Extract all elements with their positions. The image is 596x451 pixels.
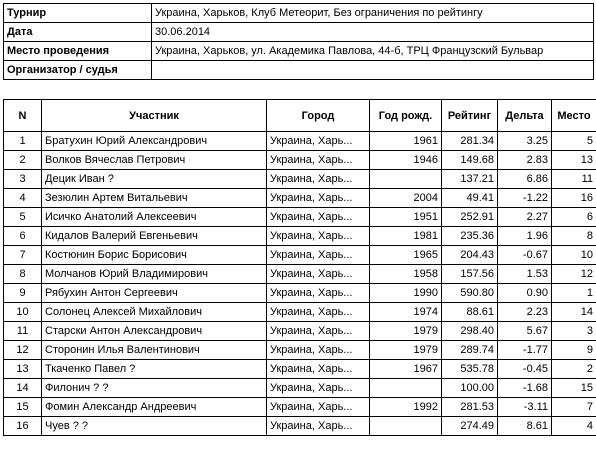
table-row [4, 132, 596, 151]
cell-city: Украина, Харь... [267, 227, 370, 246]
table-row [4, 246, 596, 265]
cell-rating: 298.40 [442, 322, 498, 341]
cell-participant: Сторонин Илья Валентинович [42, 341, 267, 360]
header-n: N [4, 100, 42, 132]
cell-participant: Солонец Алексей Михайлович [42, 303, 267, 322]
cell-place: 2 [552, 360, 596, 379]
cell-participant: Волков Вячеслав Петрович [42, 151, 267, 170]
table-row [4, 189, 596, 208]
table-row [4, 170, 596, 189]
table-row [4, 398, 596, 417]
cell-rating: 235.36 [442, 227, 498, 246]
cell-rating: 157.56 [442, 265, 498, 284]
cell-place: 7 [552, 398, 596, 417]
cell-birth-year: 1979 [370, 341, 442, 360]
cell-birth-year: 1961 [370, 132, 442, 151]
cell-place: 9 [552, 341, 596, 360]
cell-participant: Братухин Юрий Александрович [42, 132, 267, 151]
cell-participant: Рябухин Антон Сергеевич [42, 284, 267, 303]
info-label: Место проведения [4, 42, 152, 61]
results-body [4, 132, 596, 436]
header-row [4, 100, 596, 132]
table-row [4, 322, 596, 341]
cell-birth-year: 1981 [370, 227, 442, 246]
cell-participant: Молчанов Юрий Владимирович [42, 265, 267, 284]
cell-n: 6 [4, 227, 42, 246]
cell-place: 10 [552, 246, 596, 265]
cell-birth-year: 1974 [370, 303, 442, 322]
cell-place: 1 [552, 284, 596, 303]
cell-delta: 0.90 [498, 284, 552, 303]
cell-birth-year [370, 417, 442, 436]
cell-participant: Кидалов Валерий Евгеньевич [42, 227, 267, 246]
cell-n: 4 [4, 189, 42, 208]
cell-birth-year [370, 170, 442, 189]
cell-delta: -3.11 [498, 398, 552, 417]
cell-n: 1 [4, 132, 42, 151]
cell-rating: 289.74 [442, 341, 498, 360]
cell-place: 4 [552, 417, 596, 436]
cell-city: Украина, Харь... [267, 170, 370, 189]
table-row [4, 341, 596, 360]
cell-place: 5 [552, 132, 596, 151]
results-header [4, 100, 596, 132]
cell-n: 3 [4, 170, 42, 189]
cell-participant: Старски Антон Александрович [42, 322, 267, 341]
cell-place: 12 [552, 265, 596, 284]
cell-delta: 2.27 [498, 208, 552, 227]
cell-place: 16 [552, 189, 596, 208]
cell-rating: 590.80 [442, 284, 498, 303]
header-delta: Дельта [498, 100, 552, 132]
cell-rating: 100.00 [442, 379, 498, 398]
cell-rating: 49.41 [442, 189, 498, 208]
info-value: 30.06.2014 [152, 23, 594, 42]
cell-n: 5 [4, 208, 42, 227]
cell-city: Украина, Харь... [267, 208, 370, 227]
cell-n: 11 [4, 322, 42, 341]
cell-n: 8 [4, 265, 42, 284]
cell-city: Украина, Харь... [267, 132, 370, 151]
cell-birth-year [370, 379, 442, 398]
header-participant: Участник [42, 100, 267, 132]
cell-birth-year: 1951 [370, 208, 442, 227]
header-birth-year: Год рожд. [370, 100, 442, 132]
cell-delta: -0.45 [498, 360, 552, 379]
table-row [4, 379, 596, 398]
cell-city: Украина, Харь... [267, 303, 370, 322]
cell-place: 8 [552, 227, 596, 246]
header-city: Город [267, 100, 370, 132]
cell-delta: 3.25 [498, 132, 552, 151]
cell-n: 10 [4, 303, 42, 322]
cell-city: Украина, Харь... [267, 341, 370, 360]
header-place: Место [552, 100, 596, 132]
cell-birth-year: 1979 [370, 322, 442, 341]
cell-delta: -0.67 [498, 246, 552, 265]
cell-participant: Филонич ? ? [42, 379, 267, 398]
cell-rating: 204.43 [442, 246, 498, 265]
cell-delta: -1.22 [498, 189, 552, 208]
cell-n: 16 [4, 417, 42, 436]
table-row [4, 360, 596, 379]
table-row [4, 417, 596, 436]
info-value [152, 61, 594, 80]
cell-rating: 535.78 [442, 360, 498, 379]
info-label: Дата [4, 23, 152, 42]
cell-place: 3 [552, 322, 596, 341]
cell-n: 2 [4, 151, 42, 170]
info-row-organizer [4, 61, 594, 80]
cell-birth-year: 2004 [370, 189, 442, 208]
cell-n: 13 [4, 360, 42, 379]
tournament-info-table [3, 3, 594, 80]
cell-rating: 149.68 [442, 151, 498, 170]
info-label: Турнир [4, 4, 152, 23]
cell-rating: 281.53 [442, 398, 498, 417]
cell-place: 13 [552, 151, 596, 170]
cell-participant: Ткаченко Павел ? [42, 360, 267, 379]
cell-place: 15 [552, 379, 596, 398]
cell-n: 12 [4, 341, 42, 360]
cell-participant: Исичко Анатолий Алексеевич [42, 208, 267, 227]
table-row [4, 303, 596, 322]
cell-delta: 1.53 [498, 265, 552, 284]
cell-city: Украина, Харь... [267, 284, 370, 303]
info-label: Организатор / судья [4, 61, 152, 80]
cell-n: 15 [4, 398, 42, 417]
cell-participant: Зезюлин Артем Витальевич [42, 189, 267, 208]
results-table [3, 99, 596, 436]
cell-rating: 274.49 [442, 417, 498, 436]
cell-birth-year: 1946 [370, 151, 442, 170]
cell-place: 14 [552, 303, 596, 322]
cell-city: Украина, Харь... [267, 322, 370, 341]
cell-delta: 6.86 [498, 170, 552, 189]
info-row-venue [4, 42, 594, 61]
cell-n: 7 [4, 246, 42, 265]
cell-delta: -1.77 [498, 341, 552, 360]
cell-delta: 1.96 [498, 227, 552, 246]
cell-rating: 137.21 [442, 170, 498, 189]
cell-city: Украина, Харь... [267, 246, 370, 265]
cell-city: Украина, Харь... [267, 265, 370, 284]
cell-rating: 281.34 [442, 132, 498, 151]
cell-participant: Фомин Александр Андреевич [42, 398, 267, 417]
table-row [4, 265, 596, 284]
table-row [4, 284, 596, 303]
cell-n: 9 [4, 284, 42, 303]
cell-city: Украина, Харь... [267, 379, 370, 398]
info-row-tournament [4, 4, 594, 23]
cell-rating: 252.91 [442, 208, 498, 227]
cell-delta: 2.23 [498, 303, 552, 322]
cell-city: Украина, Харь... [267, 417, 370, 436]
cell-rating: 88.61 [442, 303, 498, 322]
tournament-info-body [4, 4, 594, 80]
cell-city: Украина, Харь... [267, 398, 370, 417]
cell-delta: 8.61 [498, 417, 552, 436]
cell-delta: 5.67 [498, 322, 552, 341]
cell-birth-year: 1992 [370, 398, 442, 417]
cell-birth-year: 1958 [370, 265, 442, 284]
cell-delta: 2.83 [498, 151, 552, 170]
table-row [4, 208, 596, 227]
cell-city: Украина, Харь... [267, 189, 370, 208]
cell-place: 6 [552, 208, 596, 227]
cell-birth-year: 1967 [370, 360, 442, 379]
info-value: Украина, Харьков, ул. Академика Павлова, 44-б, ТРЦ Французский Бульвар [152, 42, 594, 61]
header-rating: Рейтинг [442, 100, 498, 132]
cell-birth-year: 1965 [370, 246, 442, 265]
info-row-date [4, 23, 594, 42]
cell-delta: -1.68 [498, 379, 552, 398]
table-row [4, 227, 596, 246]
cell-city: Украина, Харь... [267, 360, 370, 379]
cell-birth-year: 1990 [370, 284, 442, 303]
cell-participant: Костюнин Борис Борисович [42, 246, 267, 265]
cell-n: 14 [4, 379, 42, 398]
cell-participant: Чуев ? ? [42, 417, 267, 436]
info-value: Украина, Харьков, Клуб Метеорит, Без ограничения по рейтингу [152, 4, 594, 23]
cell-participant: Децик Иван ? [42, 170, 267, 189]
cell-city: Украина, Харь... [267, 151, 370, 170]
table-row [4, 151, 596, 170]
cell-place: 11 [552, 170, 596, 189]
